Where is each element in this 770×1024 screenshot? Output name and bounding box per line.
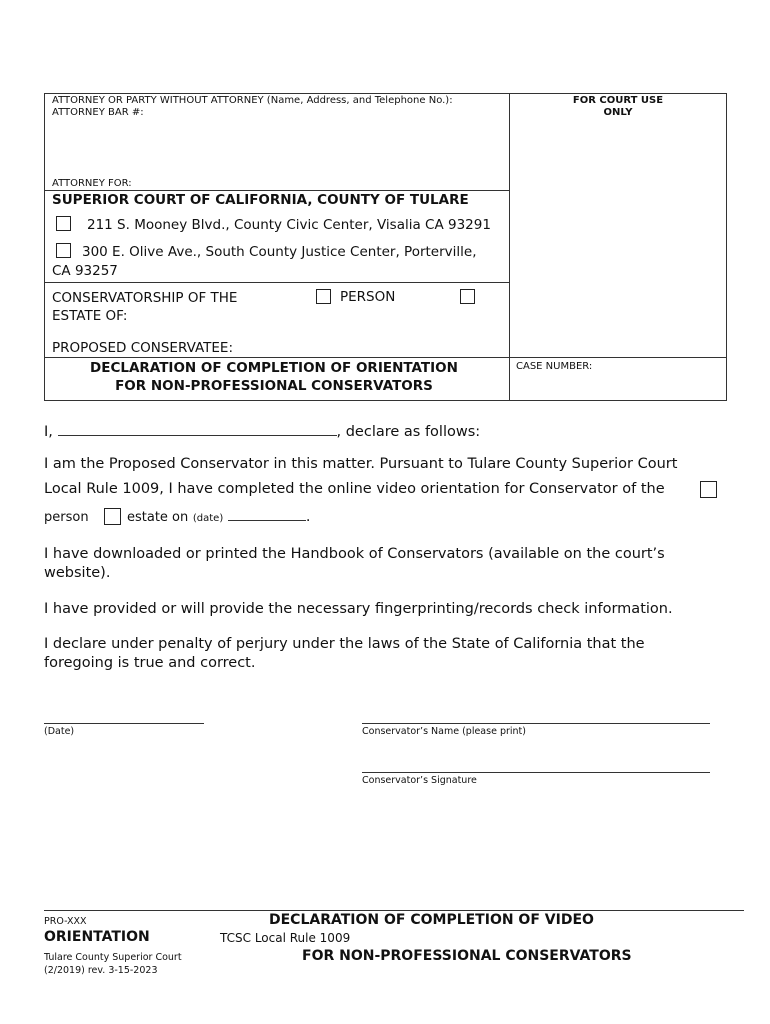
- intro-line: [44, 420, 480, 442]
- location-divider: [44, 282, 510, 283]
- para3: I have provided or will provide the necessary fingerprinting/records check information.: [44, 601, 673, 617]
- case-number-field[interactable]: [516, 374, 721, 396]
- court-name-divider: [44, 190, 510, 191]
- footer-title-line1: DECLARATION OF COMPLETION OF VIDEO: [269, 912, 594, 928]
- para4: [44, 635, 645, 673]
- para4-line2: foregoing is true and correct.: [44, 655, 256, 671]
- person-label: PERSON: [340, 289, 396, 305]
- footer-orientation: ORIENTATION: [44, 929, 150, 945]
- para1-date-hint: (date): [192, 513, 224, 524]
- attorney-name-field[interactable]: [52, 122, 502, 174]
- estate-checkbox[interactable]: [460, 289, 475, 304]
- intro-prefix: I,: [44, 424, 53, 440]
- para1-estate-on: estate on: [127, 510, 189, 525]
- para1-line2: Local Rule 1009, I have completed the online video orientation for Conservator of the: [44, 481, 665, 497]
- conservator-signature-line[interactable]: [362, 772, 710, 773]
- conservatorship-line1: CONSERVATORSHIP OF THE: [52, 290, 238, 306]
- orientation-date-field[interactable]: [228, 508, 306, 521]
- signature-label: Conservator’s Signature: [362, 775, 477, 786]
- attorney-bar-label: ATTORNEY BAR #:: [52, 107, 144, 118]
- date-signature-line[interactable]: [44, 723, 204, 724]
- form-title: [44, 359, 504, 395]
- court-name: SUPERIOR COURT OF CALIFORNIA, COUNTY OF TULARE: [52, 192, 469, 208]
- para2-line2: website).: [44, 565, 111, 581]
- footer-local-rule: TCSC Local Rule 1009: [220, 931, 351, 945]
- location2-line1: 300 E. Olive Ave., South County Justice Center, Porterville,: [82, 244, 477, 260]
- para1-line1: I am the Proposed Conservator in this matter. Pursuant to Tulare County Superior Court: [44, 456, 678, 472]
- court-use-line1: FOR COURT USE: [572, 95, 664, 106]
- footer-revision: (2/2019) rev. 3-15-2023: [44, 965, 158, 976]
- form-title-line1: DECLARATION OF COMPLETION OF ORIENTATION: [90, 360, 458, 376]
- para1-end: .: [305, 509, 311, 525]
- visalia-checkbox[interactable]: [56, 216, 71, 231]
- para1-line3: [44, 508, 89, 527]
- form-title-line2: FOR NON-PROFESSIONAL CONSERVATORS: [115, 378, 433, 394]
- case-number-label: CASE NUMBER:: [516, 361, 593, 372]
- declarant-name-field[interactable]: [58, 420, 337, 436]
- conservatorship-line2: ESTATE OF:: [52, 308, 128, 324]
- location2-line2: CA 93257: [52, 263, 118, 279]
- location1-label: 211 S. Mooney Blvd., County Civic Center, Visalia CA 93291: [87, 217, 491, 233]
- proposed-conservatee-label: PROPOSED CONSERVATEE:: [52, 340, 234, 356]
- footer-title-line2: FOR NON-PROFESSIONAL CONSERVATORS: [302, 948, 632, 964]
- para1-line3-rest: [127, 508, 310, 528]
- orientation-estate-checkbox[interactable]: [104, 508, 121, 525]
- court-use-title: [510, 95, 726, 119]
- porterville-checkbox[interactable]: [56, 243, 71, 258]
- name-label: Conservator’s Name (please print): [362, 726, 526, 737]
- intro-suffix: , declare as follows:: [336, 424, 481, 440]
- para4-line1: I declare under penalty of perjury under the laws of the State of California that the: [44, 636, 645, 652]
- name-signature-line[interactable]: [362, 723, 710, 724]
- attorney-label: ATTORNEY OR PARTY WITHOUT ATTORNEY (Name, Address, and Telephone No.):: [52, 95, 453, 106]
- para2: [44, 545, 665, 583]
- orientation-person-checkbox[interactable]: [700, 481, 717, 498]
- para2-line1: I have downloaded or printed the Handbook of Conservators (available on the court’s: [44, 546, 665, 562]
- court-use-line2: ONLY: [603, 107, 633, 118]
- date-label: (Date): [44, 726, 75, 737]
- footer-form-id: PRO-XXX: [44, 916, 87, 927]
- court-use-divider: [509, 93, 510, 401]
- footer-rule: [44, 910, 744, 911]
- attorney-for-label: ATTORNEY FOR:: [52, 178, 132, 189]
- para1-person-label: person: [44, 510, 89, 525]
- person-checkbox[interactable]: [316, 289, 331, 304]
- footer-court: Tulare County Superior Court: [44, 952, 182, 963]
- title-divider: [44, 357, 727, 358]
